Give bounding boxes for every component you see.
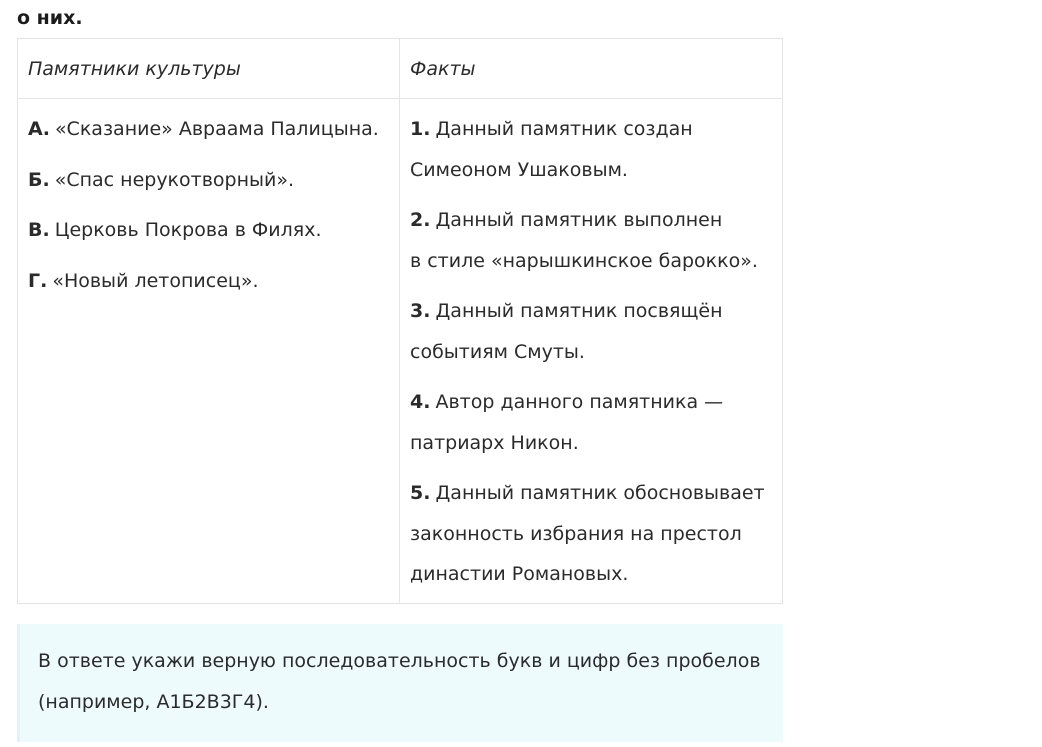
monument-key: В.: [28, 219, 50, 241]
fact-text: Данный памятник посвящён: [435, 300, 723, 322]
monument-text: Церковь Покрова в Филях.: [54, 219, 322, 241]
note-text: В ответе укажи верную последовательность букв и цифр без пробелов: [38, 650, 761, 672]
monument-item-b: [28, 160, 391, 201]
fact-text: Автор данного памятника —: [435, 391, 724, 413]
fact-text: Данный памятник обосновывает: [435, 482, 765, 504]
fact-item-1: [410, 109, 774, 190]
fact-text: событиям Смуты.: [410, 340, 585, 363]
monument-item-v: [28, 210, 391, 251]
monument-text: «Спас нерукотворный».: [54, 168, 295, 191]
fact-key: 4.: [410, 391, 431, 413]
fact-item-3: [410, 291, 774, 372]
monument-key: Г.: [28, 269, 48, 292]
answer-instruction-note: [17, 624, 783, 742]
table-header-row: [18, 39, 783, 99]
monuments-cell: [18, 99, 400, 604]
fact-text: Данный памятник создан: [435, 118, 693, 140]
monument-key: А.: [28, 118, 50, 140]
matching-table: [17, 38, 783, 604]
column-header-monuments: Памятники культуры: [18, 39, 400, 99]
fact-item-2: [410, 200, 774, 281]
fact-text: Симеоном Ушаковым.: [410, 158, 628, 181]
fact-key: 3.: [410, 300, 431, 322]
monument-item-g: [28, 261, 391, 302]
intro-text: о них.: [17, 7, 83, 29]
fact-item-4: [410, 382, 774, 463]
fact-text: законность избрания на престол: [410, 522, 742, 545]
fact-key: 5.: [410, 482, 431, 504]
fact-key: 2.: [410, 209, 431, 231]
note-text: (например, А1Б2В3Г4).: [38, 691, 269, 713]
monument-key: Б.: [28, 168, 50, 191]
facts-cell: [400, 99, 783, 604]
fact-text: патриарх Никон.: [410, 431, 579, 454]
monument-item-a: [28, 109, 391, 150]
monument-text: «Сказание» Авраама Палицына.: [54, 118, 379, 140]
fact-text: династии Романовых.: [410, 563, 629, 585]
column-header-facts: Факты: [400, 39, 783, 99]
table-row: [18, 99, 783, 604]
fact-key: 1.: [410, 118, 431, 140]
fact-text: в стиле «нарышкинское барокко».: [410, 249, 758, 272]
monument-text: «Новый летописец».: [52, 269, 259, 292]
fact-text: Данный памятник выполнен: [435, 209, 723, 231]
fact-item-5: [410, 473, 774, 595]
